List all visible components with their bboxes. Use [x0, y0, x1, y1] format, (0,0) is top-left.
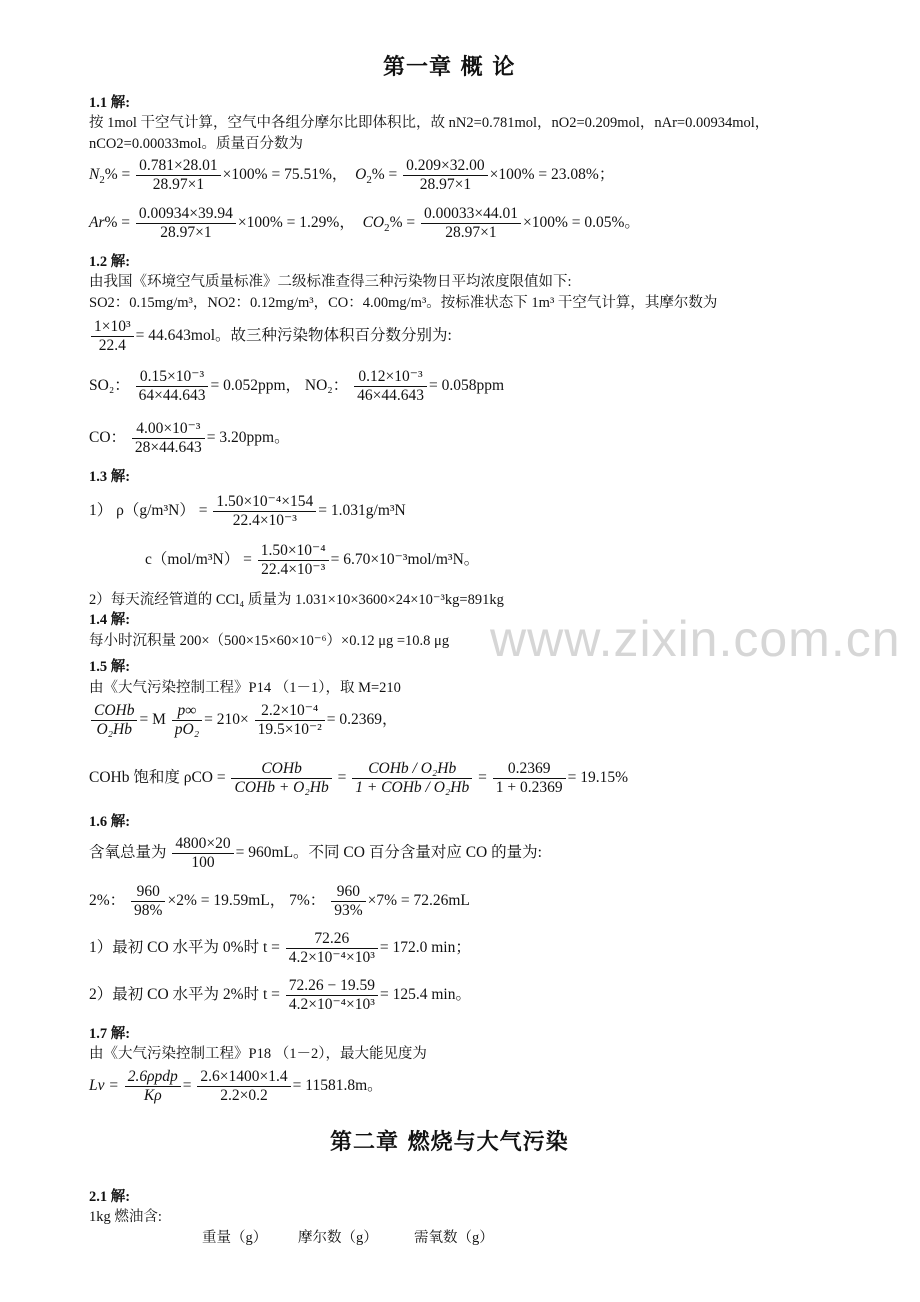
eq-visibility: Lv = $\frac{\text{2.6ρpdp}}{K\rho}$ = $\frac{2.6\times 1400\times 1.4}{2.2\times 0.2}$ = 11581.8m。 — [89, 1068, 383, 1104]
chapter-1-title: 第一章 概 论 — [383, 55, 516, 80]
table-header-moles: 摩尔数（g） — [298, 1230, 378, 1246]
eq-oxygen-total: 含氧总量为 $\frac{4800\times 20}{100}$ = 960mL。不同 CO 百分含量对应 CO 的量为: — [89, 835, 542, 871]
s11-text-line2: nCO2=0.00033mol。质量百分数为 — [89, 136, 304, 152]
eq-ar: Ar% = $\frac{0.00934\times 39.94}{28.97\times 1}$ ×100% = 1.29%， $CO_2\%$ = $\frac{0.00033\times 44.01}{28.97\times 1}$ ×100% = 0.05%。 — [89, 205, 640, 241]
eq-rho: 1） ρ（g/m³N） = $\frac{\text{1.50×10⁻⁴×154}}{\text{22.4×10⁻³}}$ = 1.031g/m³N — [89, 493, 406, 529]
frac-n2: $\frac{0.781\times 28.01}{28.97\times 1}$ — [136, 157, 221, 194]
eq-so2-no2: SO₂： $\frac{\text{0.15×10⁻³}}{64\times 44.643}$ = 0.052ppm， NO₂： $\frac{\text{0.12×10⁻³}}{46\times 44.643}$ = 0.058ppm — [89, 368, 505, 404]
section-1-4-heading: 1.4 解: — [89, 612, 131, 628]
section-1-1-heading: 1.1 解: — [89, 95, 131, 111]
section-1-6-heading: 1.6 解: — [89, 814, 131, 830]
s17-text-line1: 由《大气污染控制工程》P18 （1－2），最大能见度为 — [89, 1046, 427, 1062]
eq-cohb-saturation: COHb 饱和度 ρCO = $\frac{\text{COHb}}{\text{COHb + O₂Hb}}$ = $\frac{\text{COHb / O₂Hb}}{\text{1 + COHb / O₂Hb}}$ = $\frac{0.2369}{1 + 0.2369}$ = 19.15% — [89, 760, 629, 796]
eq-co: CO： $\frac{\text{4.00×10⁻³}}{28\times 44.643}$ = 3.20ppm。 — [89, 420, 290, 456]
section-2-1-heading: 2.1 解: — [89, 1189, 131, 1205]
section-1-3-heading: 1.3 解: — [89, 469, 131, 485]
eq-mol: $\frac{\text{1×10³}}{22.4}$ = 44.643mol。故三种污染物体积百分数分别为: — [89, 318, 452, 355]
section-1-2-heading: 1.2 解: — [89, 254, 131, 270]
s12-text-line1: 由我国《环境空气质量标准》二级标准查得三种污染物日平均浓度限值如下: — [89, 274, 572, 290]
chapter-2-title: 第二章 燃烧与大气污染 — [330, 1130, 569, 1155]
s13-text-line2: 2）每天流经管道的 CCl₄ 质量为 1.031×10×3600×24×10⁻³kg=891kg — [89, 592, 504, 608]
s11-text-line1: 按 1mol 干空气计算，空气中各组分摩尔比即体积比，故 nN2=0.781mol，nO2=0.209mol，nAr=0.00934mol， — [89, 115, 770, 131]
watermark: www.zixin.com.cn — [490, 611, 901, 667]
eq-co-amounts: 2%： $\frac{960}{98\%}$ ×2% = 19.59mL， 7%： $\frac{960}{93\%}$ ×7% = 72.26mL — [89, 883, 470, 919]
frac-o2: $\frac{0.209\times 32.00}{28.97\times 1}$ — [403, 157, 488, 194]
s21-text-line1: 1kg 燃油含: — [89, 1209, 162, 1225]
s14-text-line1: 每小时沉积量 200×（500×15×60×10⁻⁶）×0.12 μg =10.8 μg — [89, 633, 450, 649]
section-1-5-heading: 1.5 解: — [89, 659, 131, 675]
eq-time-0pct: 1）最初 CO 水平为 0%时 t = $\frac{72.26}{\text{4.2×10⁻⁴×10³}}$ = 172.0 min； — [89, 930, 471, 966]
eq-time-2pct: 2）最初 CO 水平为 2%时 t = $\frac{72.26 - 19.59}{\text{4.2×10⁻⁴×10³}}$ = 125.4 min。 — [89, 977, 471, 1013]
table-header-oxygen: 需氧数（g） — [414, 1230, 494, 1246]
s15-text-line1: 由《大气污染控制工程》P14 （1－1），取 M=210 — [89, 680, 401, 696]
s12-text-line2: SO2：0.15mg/m³，NO2：0.12mg/m³，CO：4.00mg/m³。按标准状态下 1m³ 干空气计算，其摩尔数为 — [89, 295, 718, 311]
eq-c: c（mol/m³N） = $\frac{\text{1.50×10⁻⁴}}{\text{22.4×10⁻³}}$ = 6.70×10⁻³mol/m³N。 — [145, 542, 480, 578]
table-header-weight: 重量（g） — [202, 1230, 268, 1246]
frac-co2: $\frac{0.00033\times 44.01}{28.97\times 1}$ — [421, 205, 521, 242]
section-1-7-heading: 1.7 解: — [89, 1026, 131, 1042]
eq-n2: $N_2\%$ = $\frac{0.781\times 28.01}{28.97\times 1}$ ×100% = 75.51%， $O_2\%$ = $\frac{0.209\times 32.00}{28.97\times 1}$ ×100% = 23.08%； — [89, 157, 615, 193]
eq-cohb-ratio: $\frac{\text{COHb}}{\text{O₂Hb}}$ = M $\frac{p\infty}{\text{pO₂}}$ = 210× $\frac{\text{2.2×10⁻⁴}}{\text{19.5×10⁻²}}$ = 0.2369， — [89, 702, 398, 739]
frac-ar: $\frac{0.00934\times 39.94}{28.97\times 1}$ — [136, 205, 236, 242]
